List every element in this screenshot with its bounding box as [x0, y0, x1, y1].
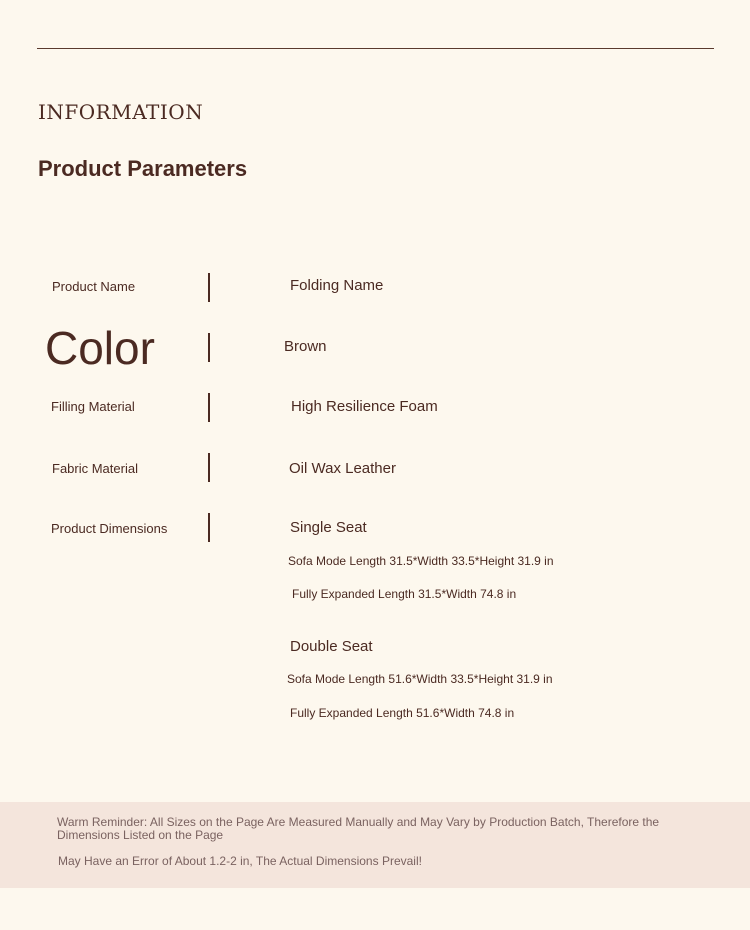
- reminder-line-2: May Have an Error of About 1.2-2 in, The Actual Dimensions Prevail!: [58, 854, 422, 868]
- param-separator: [208, 453, 210, 482]
- dimension-double-expanded: Fully Expanded Length 51.6*Width 74.8 in: [290, 706, 515, 720]
- dimension-single-title: Single Seat: [290, 519, 367, 536]
- section-kicker: INFORMATION: [38, 100, 204, 124]
- page-title: Product Parameters: [38, 156, 248, 181]
- dimension-single-expanded: Fully Expanded Length 31.5*Width 74.8 in: [292, 587, 517, 601]
- reminder-line-1: Warm Reminder: All Sizes on the Page Are Measured Manually and May Vary by Production Batch, Therefore the Dimensions Listed on the Page: [57, 815, 660, 842]
- param-value-color: Brown: [284, 338, 327, 355]
- param-label-dimensions: Product Dimensions: [51, 521, 168, 536]
- warm-reminder-band: [0, 802, 750, 888]
- param-label-fabric: Fabric Material: [52, 461, 138, 476]
- param-separator: [208, 513, 210, 542]
- param-value-fabric: Oil Wax Leather: [289, 460, 396, 477]
- dimension-single-sofa: Sofa Mode Length 31.5*Width 33.5*Height 31.9 in: [288, 554, 554, 568]
- param-separator: [208, 333, 210, 362]
- param-separator: [208, 393, 210, 422]
- param-label-filling: Filling Material: [51, 399, 135, 414]
- dimension-double-title: Double Seat: [290, 638, 373, 655]
- param-label-color: Color: [45, 322, 155, 374]
- param-label-product-name: Product Name: [52, 279, 136, 294]
- param-separator: [208, 273, 210, 302]
- param-value-filling: High Resilience Foam: [291, 398, 438, 415]
- param-value-product-name: Folding Name: [290, 277, 384, 294]
- top-divider: [37, 48, 714, 49]
- dimension-double-sofa: Sofa Mode Length 51.6*Width 33.5*Height 31.9 in: [287, 672, 553, 686]
